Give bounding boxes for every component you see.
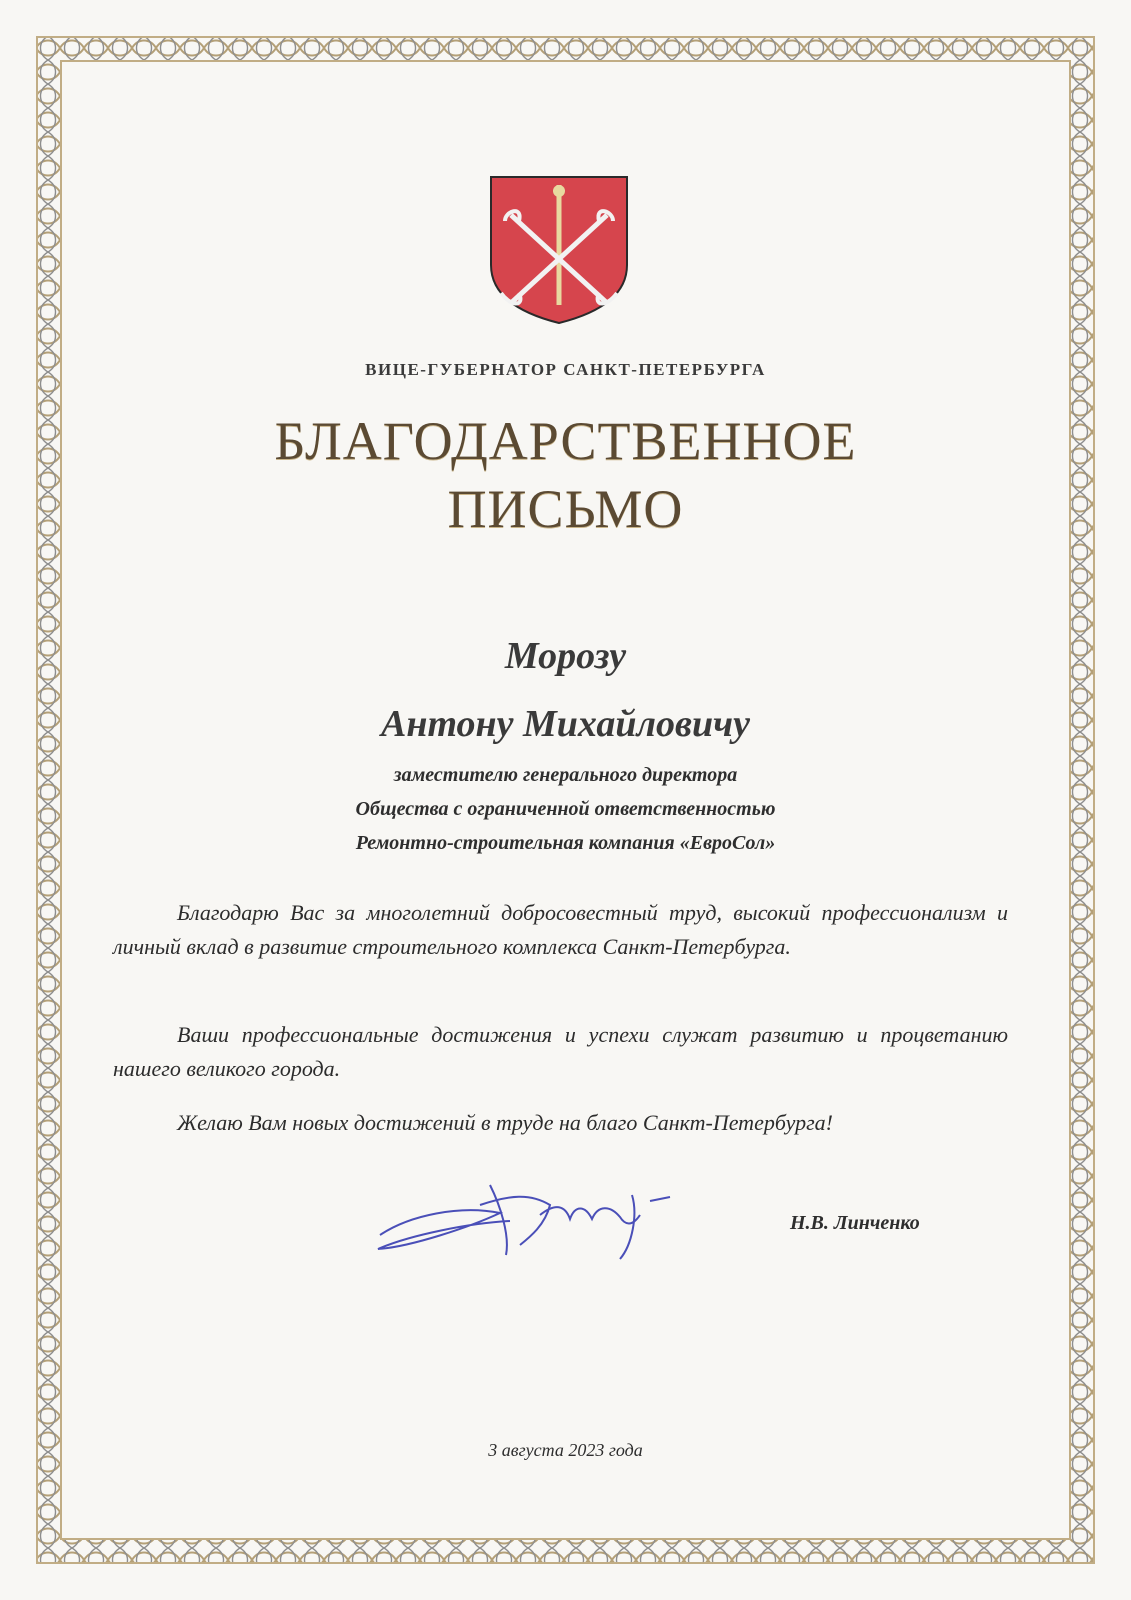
document-title-line1: БЛАГОДАРСТВЕННОЕ [274, 411, 857, 471]
coat-of-arms-icon [489, 175, 629, 325]
issuing-authority: ВИЦЕ-ГУБЕРНАТОР САНКТ-ПЕТЕРБУРГА [365, 360, 766, 379]
recipient-position-line2: Общества с ограниченной ответственностью [355, 798, 776, 820]
body-paragraph-3: Желаю Вам новых достижений в труде на благо Санкт-Петербурга! [177, 1110, 833, 1135]
recipient-position-line1: заместителю генерального директора [393, 764, 738, 786]
document-title-line2: ПИСЬМО [447, 479, 684, 539]
signer-name: Н.В. Линченко [790, 1212, 920, 1234]
issue-date: 3 августа 2023 года [488, 1440, 643, 1460]
recipient-name: Антону Михайловичу [381, 703, 750, 745]
handwritten-signature [370, 1175, 690, 1265]
body-paragraph-1: Благодарю Вас за многолетний добросовестный труд, высокий профессионализм и личный вклад в развитие строительного комплекса Санкт-Петербурга. [113, 900, 1008, 959]
body-paragraph-2: Ваши профессиональные достижения и успехи служат развитию и процветанию нашего великого города. [113, 1022, 1008, 1081]
recipient-position-line3: Ремонтно-строительная компания «ЕвроСол» [355, 832, 776, 854]
recipient-surname: Морозу [504, 635, 627, 677]
